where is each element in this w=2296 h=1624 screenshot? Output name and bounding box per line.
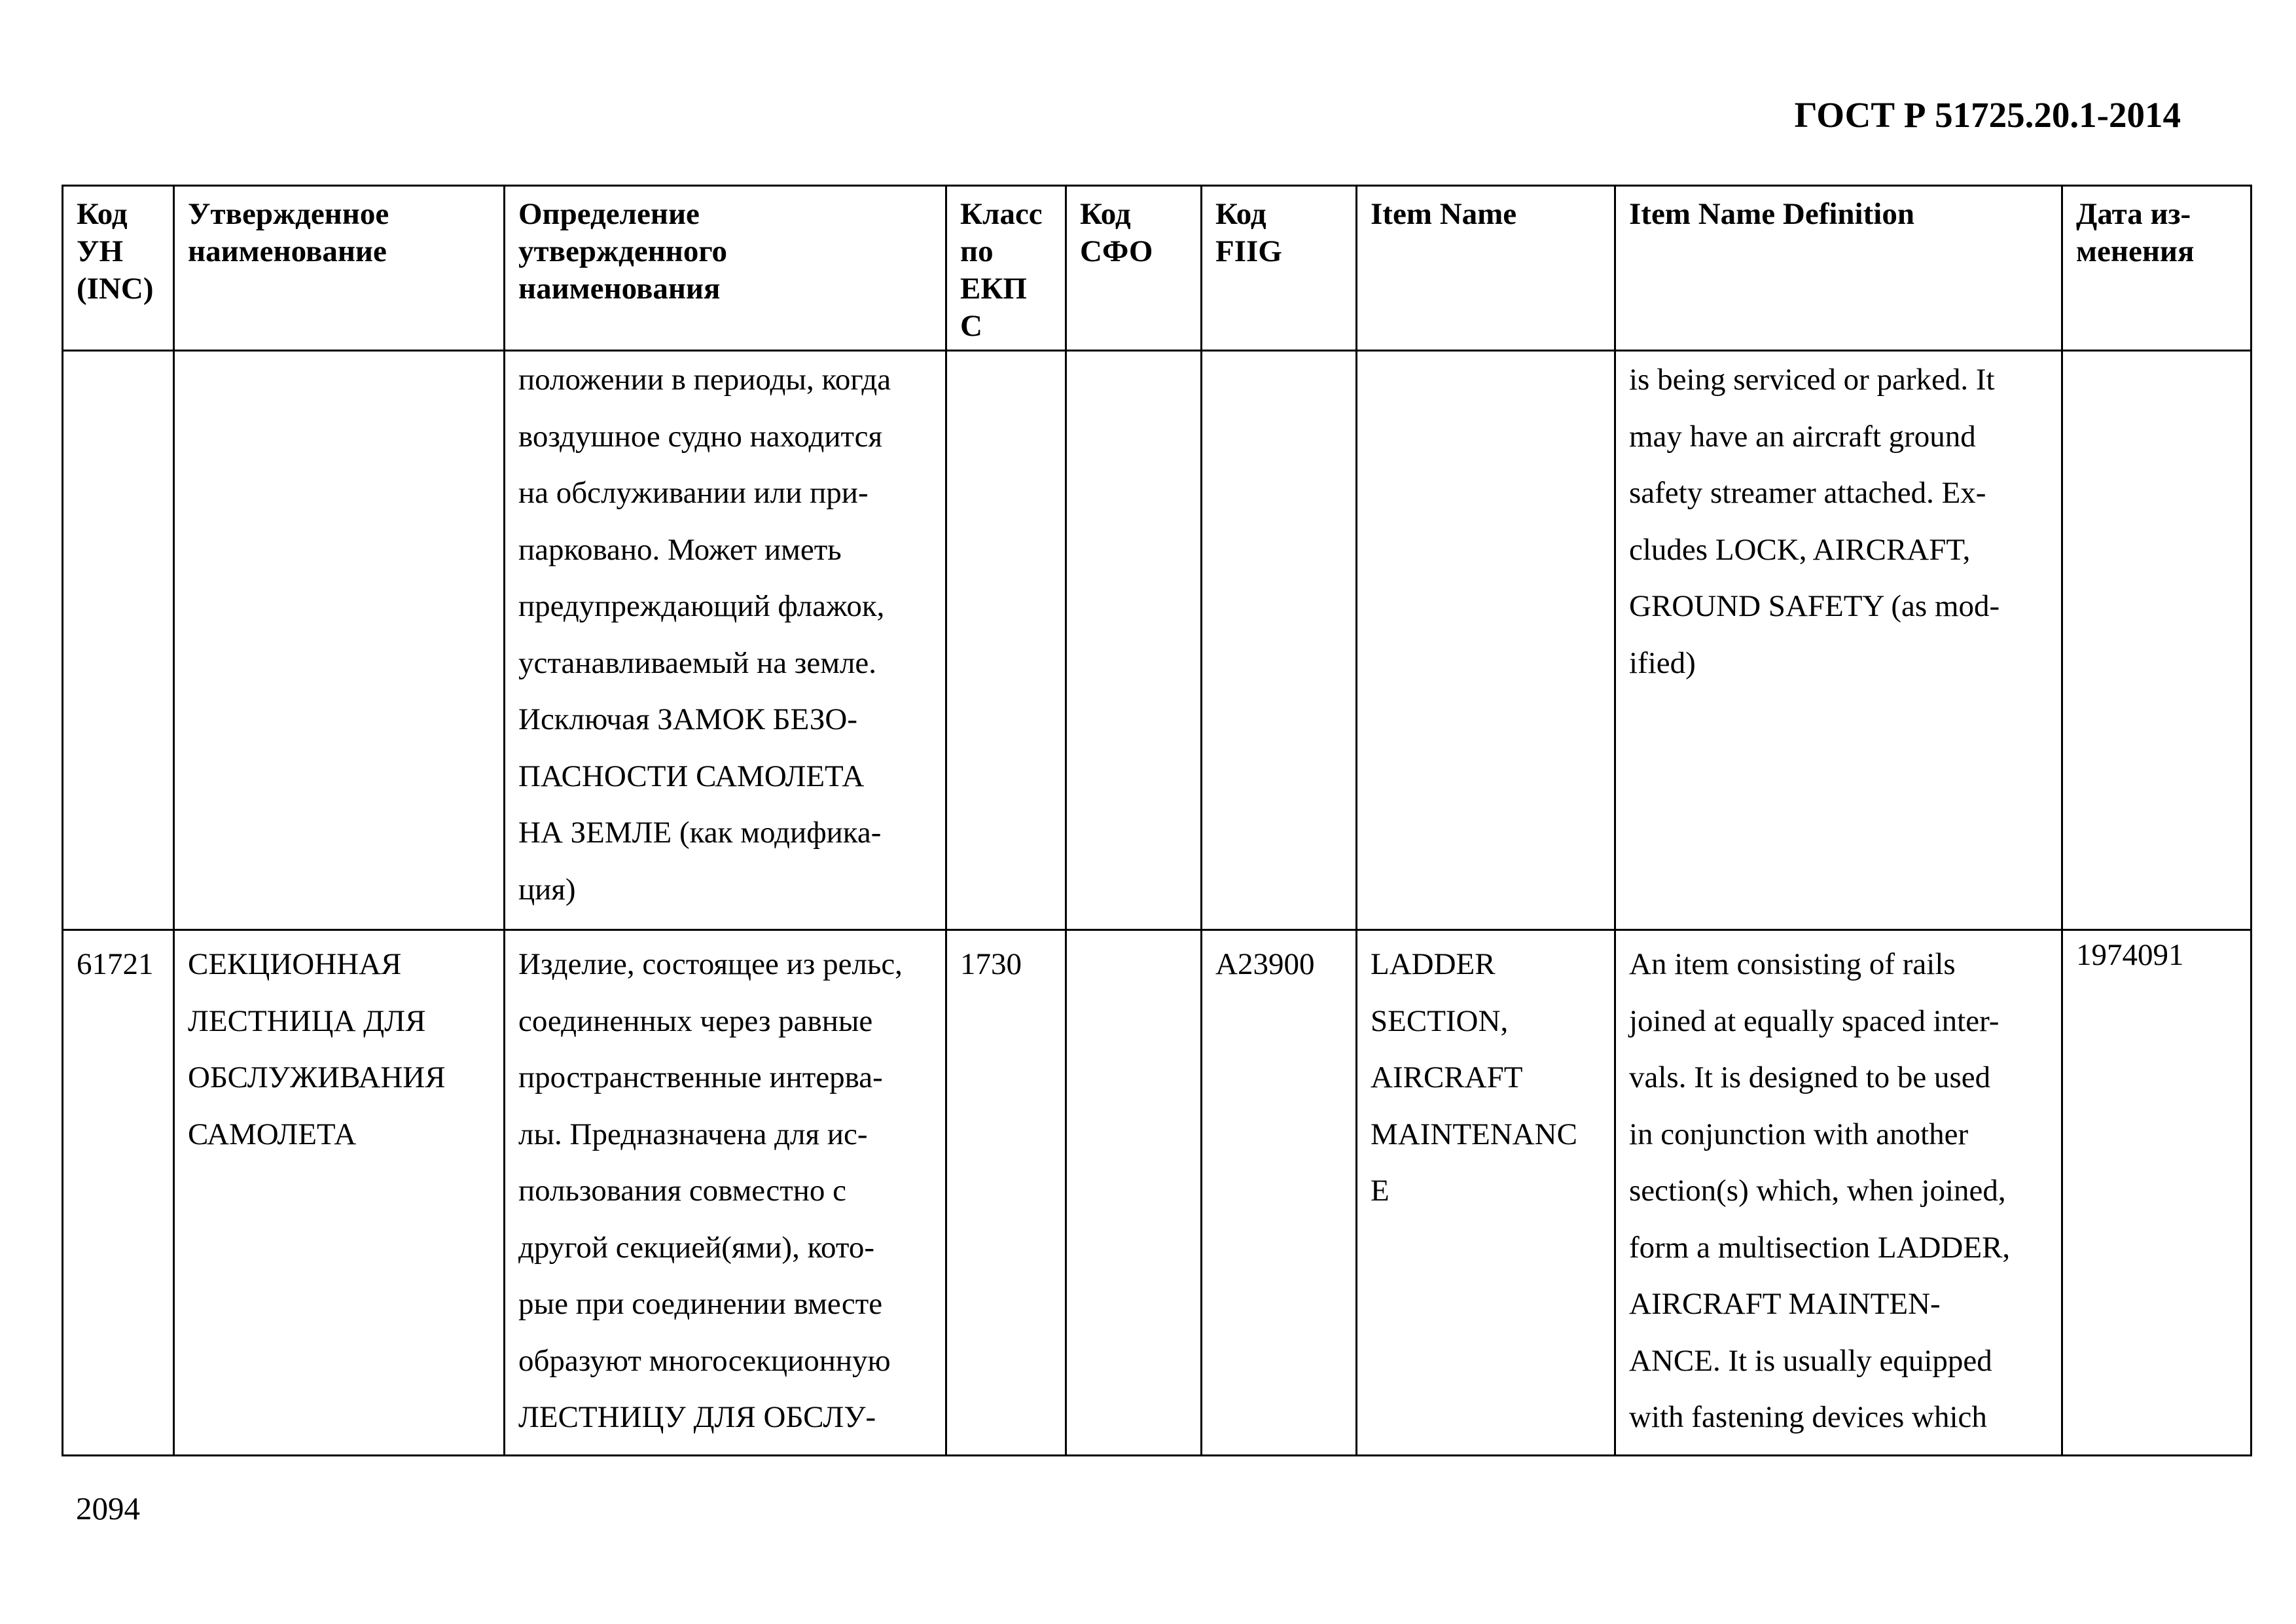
table-row: [63, 930, 2251, 1456]
table-row: [63, 351, 2251, 930]
cell-fiig: [1202, 351, 1357, 930]
cell-inc: [63, 351, 174, 930]
cell-class: 1730: [946, 930, 1066, 1456]
cell-approved-name: [174, 351, 505, 930]
header-fiig: Код FIIG: [1202, 186, 1357, 351]
cell-approved-name: СЕКЦИОННАЯ ЛЕСТНИЦА ДЛЯ ОБСЛУЖИВАНИЯ САМОЛЕТА: [174, 930, 505, 1456]
cell-date: [2062, 351, 2251, 930]
header-item-name: Item Name: [1357, 186, 1615, 351]
header-sfo: Код СФО: [1066, 186, 1202, 351]
cell-item-name: LADDER SECTION, AIRCRAFT MAINTENANC E: [1357, 930, 1615, 1456]
cell-inc: 61721: [63, 930, 174, 1456]
table-header-row: [63, 186, 2251, 351]
cell-item-name-definition: An item consisting of rails joined at equally spaced inter- vals. It is designed to be used in conjunction with another section(s) which, when joined, form a multisection LADDER, AIRCRAFT MAINTEN- ANCE. It is usually equipped with fastening devices which: [1615, 930, 2062, 1456]
header-approved-name: Утвержденное наименование: [174, 186, 505, 351]
cell-item-name-definition: is being serviced or parked. It may have an aircraft ground safety streamer attached. Ex- cludes LOCK, AIRCRAFT, GROUND SAFETY (as mod- ified): [1615, 351, 2062, 930]
header-definition: Определение утвержденного наименования: [505, 186, 946, 351]
page-number: 2094: [76, 1490, 140, 1526]
cell-item-name: [1357, 351, 1615, 930]
nomenclature-table: [62, 185, 2252, 1456]
cell-fiig: A23900: [1202, 930, 1357, 1456]
cell-sfo: [1066, 930, 1202, 1456]
header-class: Класс по ЕКП С: [946, 186, 1066, 351]
cell-definition: Изделие, состоящее из рельс, соединенных через равные пространственные интерва- лы. Предназначена для ис- пользования совместно с другой секцией(ями), кото- рые при соединении вместе образуют многосекционную ЛЕСТНИЦУ ДЛЯ ОБСЛУ-: [505, 930, 946, 1456]
standard-code-header: ГОСТ Р 51725.20.1-2014: [1794, 95, 2181, 135]
header-inc: Код УН (INC): [63, 186, 174, 351]
cell-date: 1974091: [2062, 930, 2251, 1456]
header-item-name-definition: Item Name Definition: [1615, 186, 2062, 351]
cell-sfo: [1066, 351, 1202, 930]
cell-class: [946, 351, 1066, 930]
cell-definition: положении в периоды, когда воздушное судно находится на обслуживании или при- парковано. Может иметь предупреждающий флажок, устанавливаемый на земле. Исключая ЗАМОК БЕЗО- ПАСНОСТИ САМОЛЕТА НА ЗЕМЛЕ (как модифика- ция): [505, 351, 946, 930]
header-date: Дата из- менения: [2062, 186, 2251, 351]
